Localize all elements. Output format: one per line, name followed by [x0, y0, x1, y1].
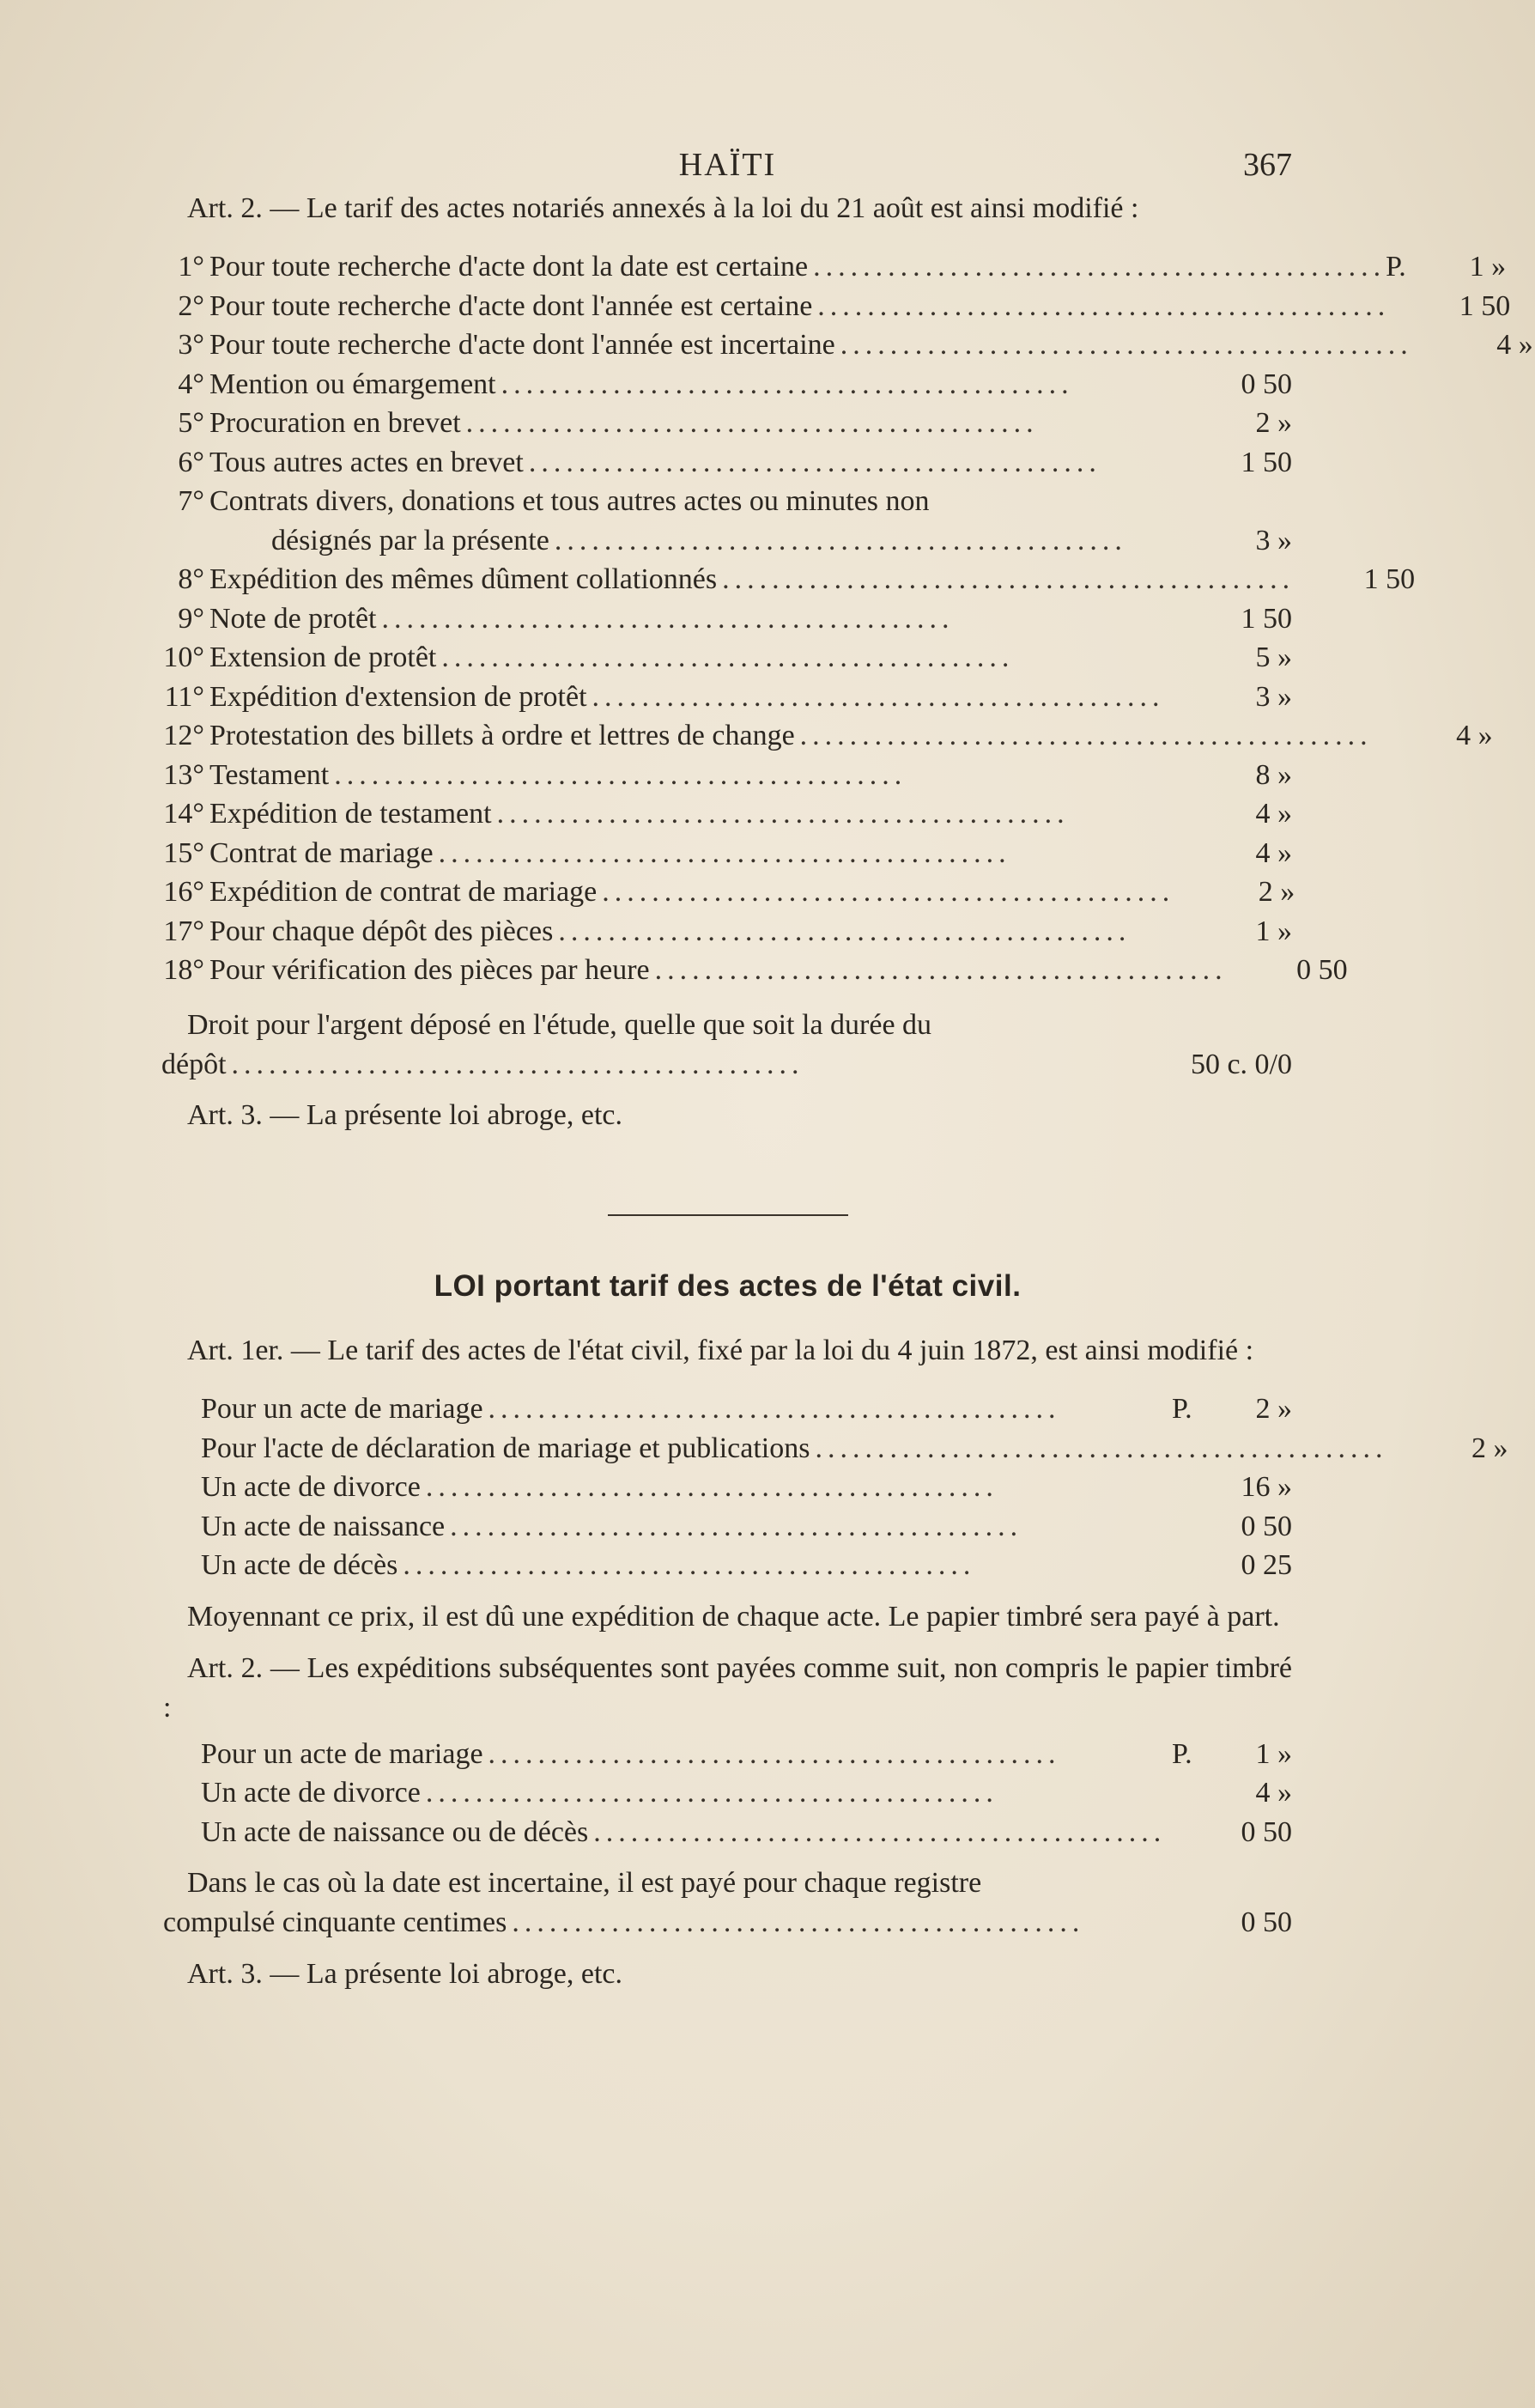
- list-item: 4° Mention ou émargement .............................................. 0 50: [178, 368, 1292, 400]
- deposit-row: dépôt .............................................. 50 c. 0/0: [161, 1048, 1292, 1080]
- art2-expeditions: Art. 2. — Les expéditions subséquentes sont payées comme suit, non compris le papier timbré :: [163, 1651, 1292, 1724]
- list-item: 17° Pour chaque dépôt des pièces .............................................. 1 »: [163, 915, 1292, 947]
- list-item: Pour un acte de mariage .............................................. P. 2 »: [201, 1393, 1292, 1425]
- list-item: 9° Note de protêt .............................................. 1 50: [178, 602, 1292, 635]
- list-item: 11° Expédition d'extension de protêt .............................................. 3 »: [164, 680, 1292, 713]
- list-item: 13° Testament .............................................. 8 »: [163, 758, 1292, 791]
- notarial-tariff-list: [163, 247, 1533, 990]
- art3-civil: Art. 3. — La présente loi abroge, etc.: [187, 1957, 622, 1990]
- deposit-text: Droit pour l'argent déposé en l'étude, quelle que soit la durée du: [187, 1008, 932, 1041]
- list-item: Pour un acte de mariage .............................................. P. 1 »: [201, 1737, 1292, 1770]
- list-item: Un acte de naissance .............................................. 0 50: [201, 1510, 1292, 1542]
- list-item: 5° Procuration en brevet .............................................. 2 »: [178, 407, 1292, 439]
- list-item-continuation: désignés par la présente .............................................. 3 »: [271, 524, 1292, 556]
- list-item: 2° Pour toute recherche d'acte dont l'année est certaine .............................................. 1 50: [178, 289, 1511, 322]
- list-item: 14° Expédition de testament .............................................. 4 »: [163, 798, 1292, 830]
- list-item: 12° Protestation des billets à ordre et lettres de change .............................................. 4 »: [163, 720, 1493, 751]
- list-item: Un acte de divorce .............................................. 16 »: [201, 1471, 1292, 1503]
- list-item: Un acte de décès .............................................. 0 25: [201, 1549, 1292, 1581]
- art1-intro: Art. 1er. — Le tarif des actes de l'état civil, fixé par la loi du 4 juin 1872, est ainsi modifié :: [187, 1335, 1254, 1366]
- list-item: 18° Pour vérification des pièces par heure .............................................. 0 50: [163, 954, 1348, 986]
- incertaine-text: Dans le cas où la date est incertaine, il est payé pour chaque registre: [187, 1867, 982, 1899]
- list-item: 7° Contrats divers, donations et tous autres actes ou minutes non: [178, 485, 930, 517]
- civil-tariff-list: [163, 1389, 1508, 1585]
- list-item: Un acte de naissance ou de décès .............................................. 0 50: [201, 1815, 1292, 1848]
- expedition-list: [163, 1735, 1292, 1852]
- art2-intro: Art. 2. — Le tarif des actes notariés annexés à la loi du 21 août est ainsi modifié :: [187, 192, 1139, 224]
- list-item: 8° Expédition des mêmes dûment collationnés .............................................. 1 50: [178, 563, 1416, 595]
- list-item: 10° Extension de protêt .............................................. 5 »: [163, 642, 1292, 673]
- page-number: 367: [1243, 147, 1292, 183]
- list-item: 16° Expédition de contrat de mariage .............................................. 2 »: [163, 876, 1295, 908]
- list-item: 1° Pour toute recherche d'acte dont la date est certaine .............................................. P. 1 »: [178, 251, 1507, 283]
- running-title: HAÏTI: [678, 147, 777, 183]
- list-item: 6° Tous autres actes en brevet .............................................. 1 50: [178, 446, 1292, 478]
- section-heading: LOI portant tarif des actes de l'état civil.: [434, 1269, 1022, 1303]
- art3: Art. 3. — La présente loi abroge, etc.: [187, 1099, 622, 1131]
- list-item: Pour l'acte de déclaration de mariage et publications .............................................. 2 »: [201, 1432, 1508, 1464]
- list-item: Un acte de divorce .............................................. 4 »: [201, 1777, 1292, 1809]
- running-head: [163, 129, 1292, 189]
- section-divider: [608, 1214, 848, 1216]
- list-item: 3° Pour toute recherche d'acte dont l'année est incertaine .............................................. 4 »: [178, 329, 1533, 361]
- incertaine-row: compulsé cinquante centimes .............................................. 0 50: [163, 1906, 1292, 1938]
- moyennant-text: Moyennant ce prix, il est dû une expédition de chaque acte. Le papier timbré sera payé à part.: [187, 1600, 1280, 1633]
- list-item: 15° Contrat de mariage .............................................. 4 »: [163, 836, 1292, 869]
